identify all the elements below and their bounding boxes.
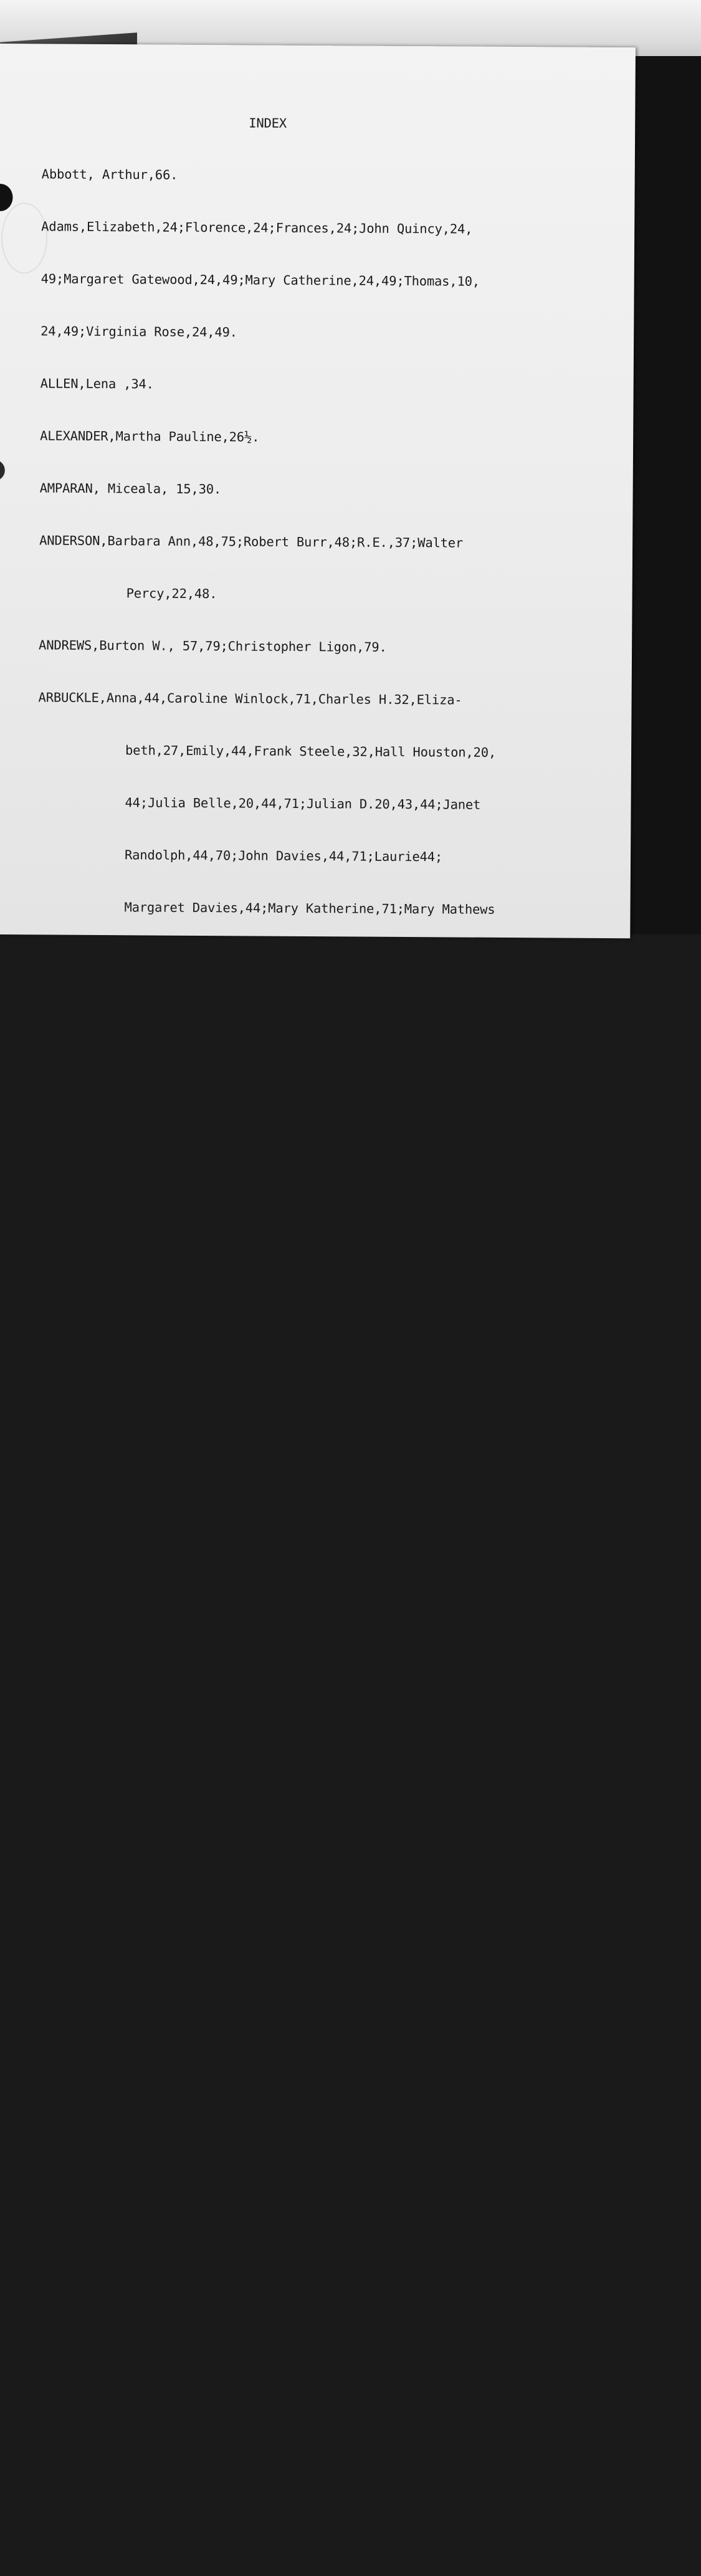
index-line: ANDERSON,Barbara Ann,48,75;Robert Burr,48;R.E.,37;Walter: [39, 533, 464, 551]
index-line: 49;Margaret Gatewood,24,49;Mary Catherine,24,49;Thomas,10,: [41, 271, 480, 289]
index-line: Margaret Davies,44;Mary Katherine,71;Mary Mathews: [124, 900, 495, 917]
index-line: 44;Julia Belle,20,44,71;Julian D.20,43,44;Janet: [125, 795, 481, 812]
index-line: BARNETT,Elizabeth Poage,46;Orvel Warren,22,46,Robt. W.46.: [20, 1632, 437, 1650]
index-text: [14, 78, 631, 2576]
index-line: BACKS, William H. 29.: [23, 1108, 183, 1124]
index-line: Randolph,44,70;John Davies,44,71;Laurie44;: [124, 847, 443, 865]
index-line: BAKER,Harold: [22, 1265, 113, 1281]
index-line: BAILEY,Lola,32.57.: [22, 1318, 159, 1334]
index-line: BART,Mary Frances,66.: [19, 1736, 179, 1752]
index-line: topher,37;Christopher Rusk,36,63;Clara,39,Carrie Lee40: [41, 2155, 449, 2173]
index-line: BACH,Frederick,26,51;Joel,51, Laura,26,51;Margaret,51;: [22, 1161, 432, 1179]
index-line: ANDREWS,Burton W., 57,79;Christopher Ligon,79.: [39, 637, 387, 655]
page-title: INDEX: [249, 115, 287, 131]
index-line: BARNES,Jennie 35,63.: [19, 1684, 171, 1700]
index-line: ARBOGAST, Alcinda,20.: [23, 1056, 183, 1072]
index-line: BATES, Bette Marguerita,74;Richard H.,47,74.: [19, 1789, 353, 1806]
index-line: ARNOLD,Ernest,28.: [24, 1004, 153, 1020]
index-line: BAXTER,Rev.George,5 ____2,5.: [18, 1893, 231, 1910]
index-line: Percy,22,48.: [126, 586, 217, 602]
index-line: lace,17,37;Grace Virena,18;Guy,65;Harry Franklin,39;: [38, 2521, 432, 2539]
index-line: John Harding,28,54.: [115, 1423, 259, 1439]
index-line: Barthelomew, George,38.: [19, 1841, 193, 1857]
index-line: Elizabeth Sherrard,38;Emmett Hevener,18,39;Ethel,39;: [39, 2312, 434, 2330]
background-right-edge: [626, 56, 701, 934]
index-line: BEALE,Margaret,1,3;Mary Elizabeth,9,19;Robert 3,8.: [18, 1946, 397, 1963]
index-line: ARBUCKLE,Anna,44,Caroline Winlock,71,Charles H.32,Eliza-: [38, 690, 462, 708]
index-line: George Cameron,18,39;George Plummer,19,40;George Wal-: [39, 2469, 440, 2487]
index-line: beth,27,Emily,44,Frank Steele,32,Hall Houston,20,: [125, 743, 497, 760]
index-line: Barlow,Alice Louise,39;Asa Calvin,43;Joan 43;Mary Margaret: [21, 1527, 446, 1545]
document-page: [0, 44, 636, 2539]
punch-hole: [0, 184, 13, 211]
index-line: Paul,51.: [85, 1213, 146, 1229]
index-line: Abbott, Arthur,66.: [41, 166, 178, 183]
index-line: AMPARAN, Miceala, 15,30.: [39, 480, 222, 497]
index-line: 43;Nancy Ligon,43,Samuel Price,43.: [90, 1579, 348, 1597]
index-line: ALLEN,Lena ,34.: [40, 376, 154, 392]
index-line: Cora Mayo,38;Earl,65;Earl Bright,35;Edward,65;Edwin: [40, 2207, 427, 2225]
index-line: ALEXANDER,Martha Pauline,26½.: [40, 428, 260, 445]
index-line: Adams,Elizabeth,24;Florence,24;Frances,24;John Quincy,24,: [41, 219, 473, 237]
index-line: Franklin Paul,39;Forrest Lee,19,39;George Annette,39;: [39, 2417, 441, 2435]
index-line: Luther,19,39;Ella F;19;Elizabeth,37;Elizabeth Leith,62: [40, 2260, 449, 2278]
index-line: Arnold,65;Carl G.30,56;Carl George,15;Carl Edgar,6,15,: [41, 2050, 450, 2068]
index-line: BARKER,Demetris 31,Harold,40.: [21, 1475, 241, 1491]
index-line: 17;Catherine Elizabeth,36,63;Charles Woods,8,17,Chris-: [41, 2103, 450, 2121]
index-line: BEARD,Ada,18,39;Agnes18,39;Alice Lee,63;Ann Cameron,18;: [17, 1998, 434, 2016]
index-line: BANKHEAD,Delia Edgar,54;Frances Howard,54,Jean Harding,54: [21, 1370, 454, 1388]
index-line: 44;Mary Price,44;Philip M. Filmore,44.: [123, 952, 412, 969]
punch-hole: [0, 460, 5, 481]
index-line: 24,49;Virginia Rose,24,49.: [41, 323, 237, 340]
index-line: Eva May,35,62; Emmett Ethel,40;Frances Cameron,17,35;: [39, 2364, 441, 2382]
